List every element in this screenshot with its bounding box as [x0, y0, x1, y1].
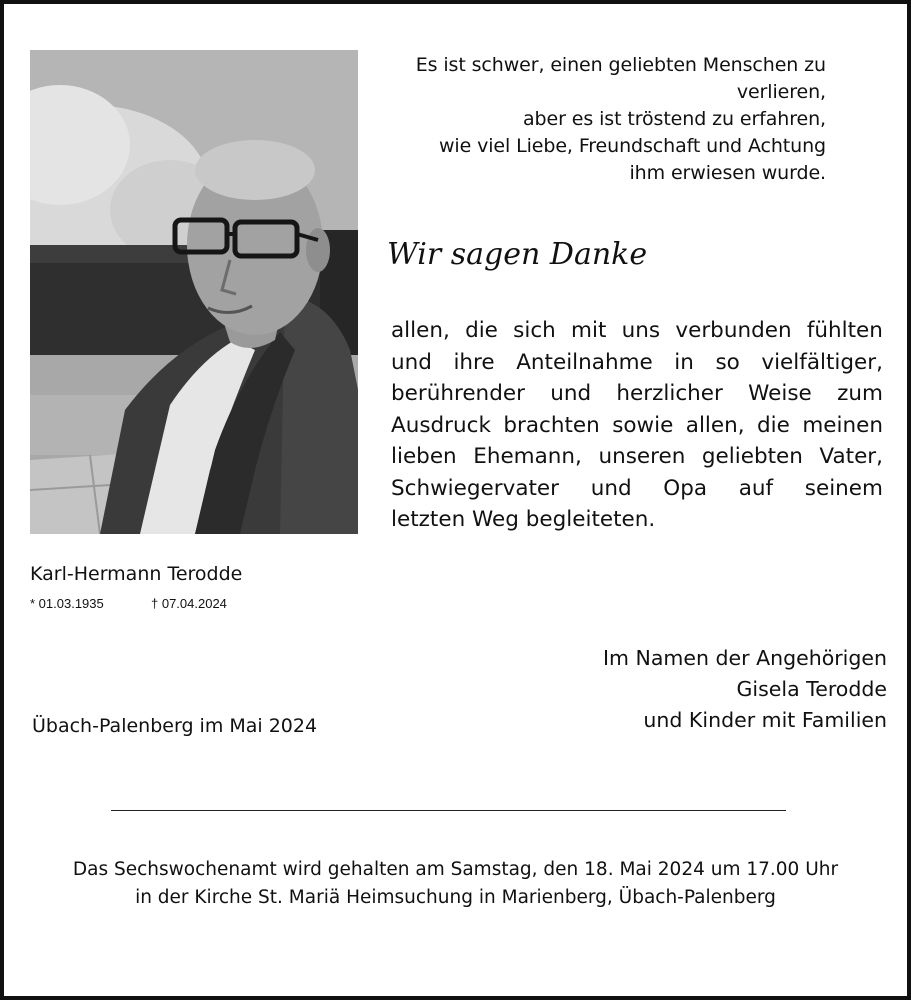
word: und	[550, 381, 592, 406]
word: Vater,	[819, 444, 883, 469]
signature-line: Im Namen der Angehörigen	[602, 646, 887, 670]
word: uns	[621, 318, 661, 343]
word: die	[757, 412, 790, 438]
word: mit	[571, 318, 607, 343]
service-line: Das Sechswochenamt wird gehalten am Samstag, den 18. Mai 2024 um 17.00 Uhr	[72, 859, 839, 880]
word: die	[465, 318, 498, 343]
word: sich	[513, 318, 556, 343]
quote-block	[380, 52, 826, 187]
signature-block	[480, 643, 887, 736]
thanks-line	[391, 347, 883, 379]
thanks-heading-part: Danke	[549, 237, 648, 272]
word: Schwiegervater	[391, 475, 559, 501]
word: und	[391, 349, 432, 375]
quote-line: ihm erwiesen wurde.	[629, 162, 826, 184]
service-line: in der Kirche St. Mariä Heimsuchung in Marienberg, Übach-Palenberg	[135, 887, 776, 908]
word: unseren	[598, 444, 686, 469]
word: ihre	[453, 349, 495, 375]
birth-date: * 01.03.1935	[30, 596, 104, 611]
word: verbunden	[675, 318, 792, 343]
quote-line: Es ist schwer, einen geliebten Menschen zu	[415, 54, 826, 76]
word: zum	[837, 381, 883, 406]
word: in	[674, 349, 694, 375]
word: Weise	[748, 381, 812, 406]
thanks-line	[391, 410, 883, 442]
word: Anteilnahme	[516, 349, 653, 375]
word: allen,	[685, 412, 745, 438]
word: Ausdruck	[391, 412, 491, 438]
word: fühlten	[806, 318, 883, 343]
word: sowie	[612, 412, 674, 438]
place-date: Übach-Palenberg im Mai 2024	[32, 715, 318, 737]
word: meinen	[802, 412, 883, 438]
thanks-heading-part: Wir sagen	[387, 237, 550, 272]
word: auf	[738, 475, 774, 501]
thanks-line	[391, 378, 883, 410]
word: geliebten	[701, 444, 803, 469]
divider-line	[111, 810, 786, 811]
thanks-line	[391, 504, 883, 536]
signature-line: und Kinder mit Familien	[643, 708, 887, 732]
word: berührender	[391, 381, 525, 406]
word: Opa	[663, 475, 708, 501]
service-info	[20, 856, 891, 912]
word: letzten Weg begleiteten.	[391, 507, 656, 532]
thanks-heading	[387, 232, 647, 278]
word: Ehemann,	[473, 444, 582, 469]
signature-line: Gisela Terodde	[736, 677, 887, 701]
quote-line: verlieren,	[736, 81, 826, 103]
portrait-image	[30, 50, 358, 534]
word: allen,	[391, 318, 450, 343]
death-date: † 07.04.2024	[151, 596, 227, 611]
word: lieben	[391, 444, 457, 469]
deceased-name: Karl-Hermann Terodde	[30, 563, 243, 585]
word: herzlicher	[616, 381, 723, 406]
quote-line: aber es ist tröstend zu erfahren,	[523, 108, 826, 130]
quote-line: wie viel Liebe, Freundschaft und Achtung	[438, 135, 826, 157]
thanks-text	[391, 315, 883, 536]
word: und	[590, 475, 632, 501]
thanks-line	[391, 315, 883, 347]
word: vielfältiger,	[761, 349, 883, 375]
word: brachten	[503, 412, 600, 438]
portrait-photo	[30, 50, 358, 534]
thanks-line	[391, 473, 883, 505]
thanks-line	[391, 441, 883, 473]
word: seinem	[804, 475, 883, 501]
word: so	[715, 349, 740, 375]
